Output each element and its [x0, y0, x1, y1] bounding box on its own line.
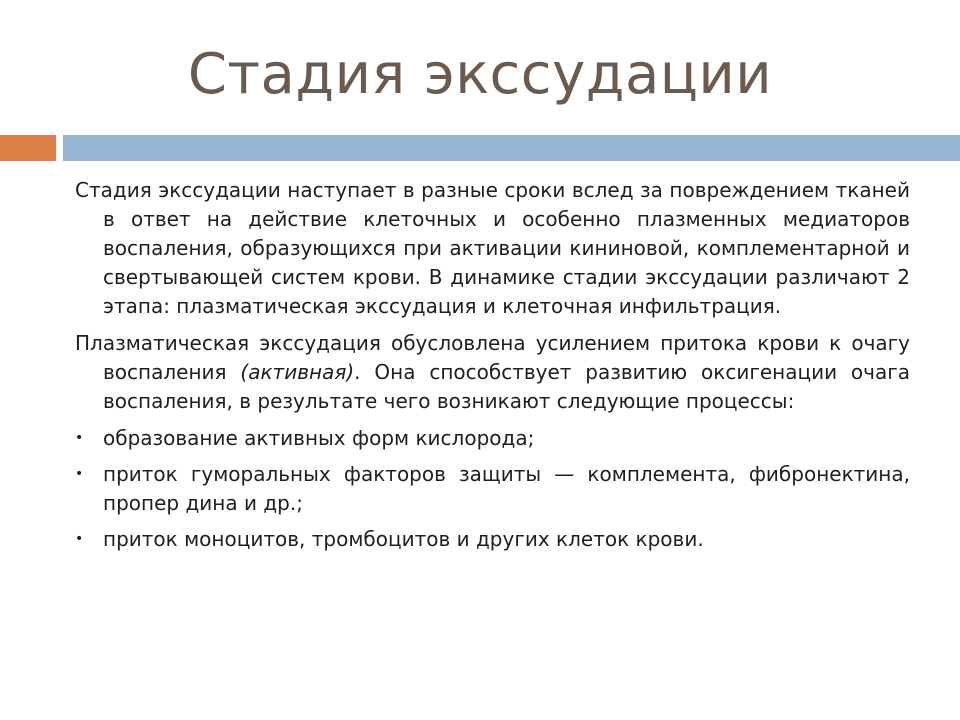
list-item [75, 460, 910, 518]
bullet-icon: • [75, 430, 84, 446]
bullet-icon: • [75, 466, 84, 482]
list-item-text: приток моноцитов, тромбоцитов и других клеток крови. [103, 527, 704, 551]
slide-body [75, 176, 910, 561]
slide-title: Стадия экссудации [187, 42, 773, 107]
list-item-text: приток гуморальных факторов защиты — комплемента, фибронектина, пропер дина и др.; [103, 462, 910, 515]
paragraph-text: Плазматическая экссудация обусловлена усилением притока крови к очагу воспаления [75, 331, 910, 384]
accent-bar-blue [63, 135, 960, 161]
paragraph-plasma-exudation [75, 329, 910, 416]
paragraph-exudation-intro [75, 176, 910, 321]
paragraph-italic-note: (активная) [240, 360, 355, 384]
list-item [75, 424, 910, 453]
list-item [75, 525, 910, 554]
paragraph-text: Стадия экссудации наступает в разные сроки вслед за повреждением тканей в ответ на действие клеточных и особенно плазменных медиаторов воспаления, образующихся при активации кининовой, комплементарной и свертывающей систем крови. В динамике стадии экссудации различают 2 этапа: плазматическая экссудация и клеточная инфильтрация. [75, 178, 910, 318]
paragraph-text-end: . Она способствует развитию оксигенации очага воспаления, в результате чего возникают следующие процессы: [103, 360, 911, 413]
accent-bar-orange [0, 135, 56, 161]
list-item-text: образование активных форм кислорода; [103, 426, 535, 450]
bullet-icon: • [75, 531, 84, 547]
